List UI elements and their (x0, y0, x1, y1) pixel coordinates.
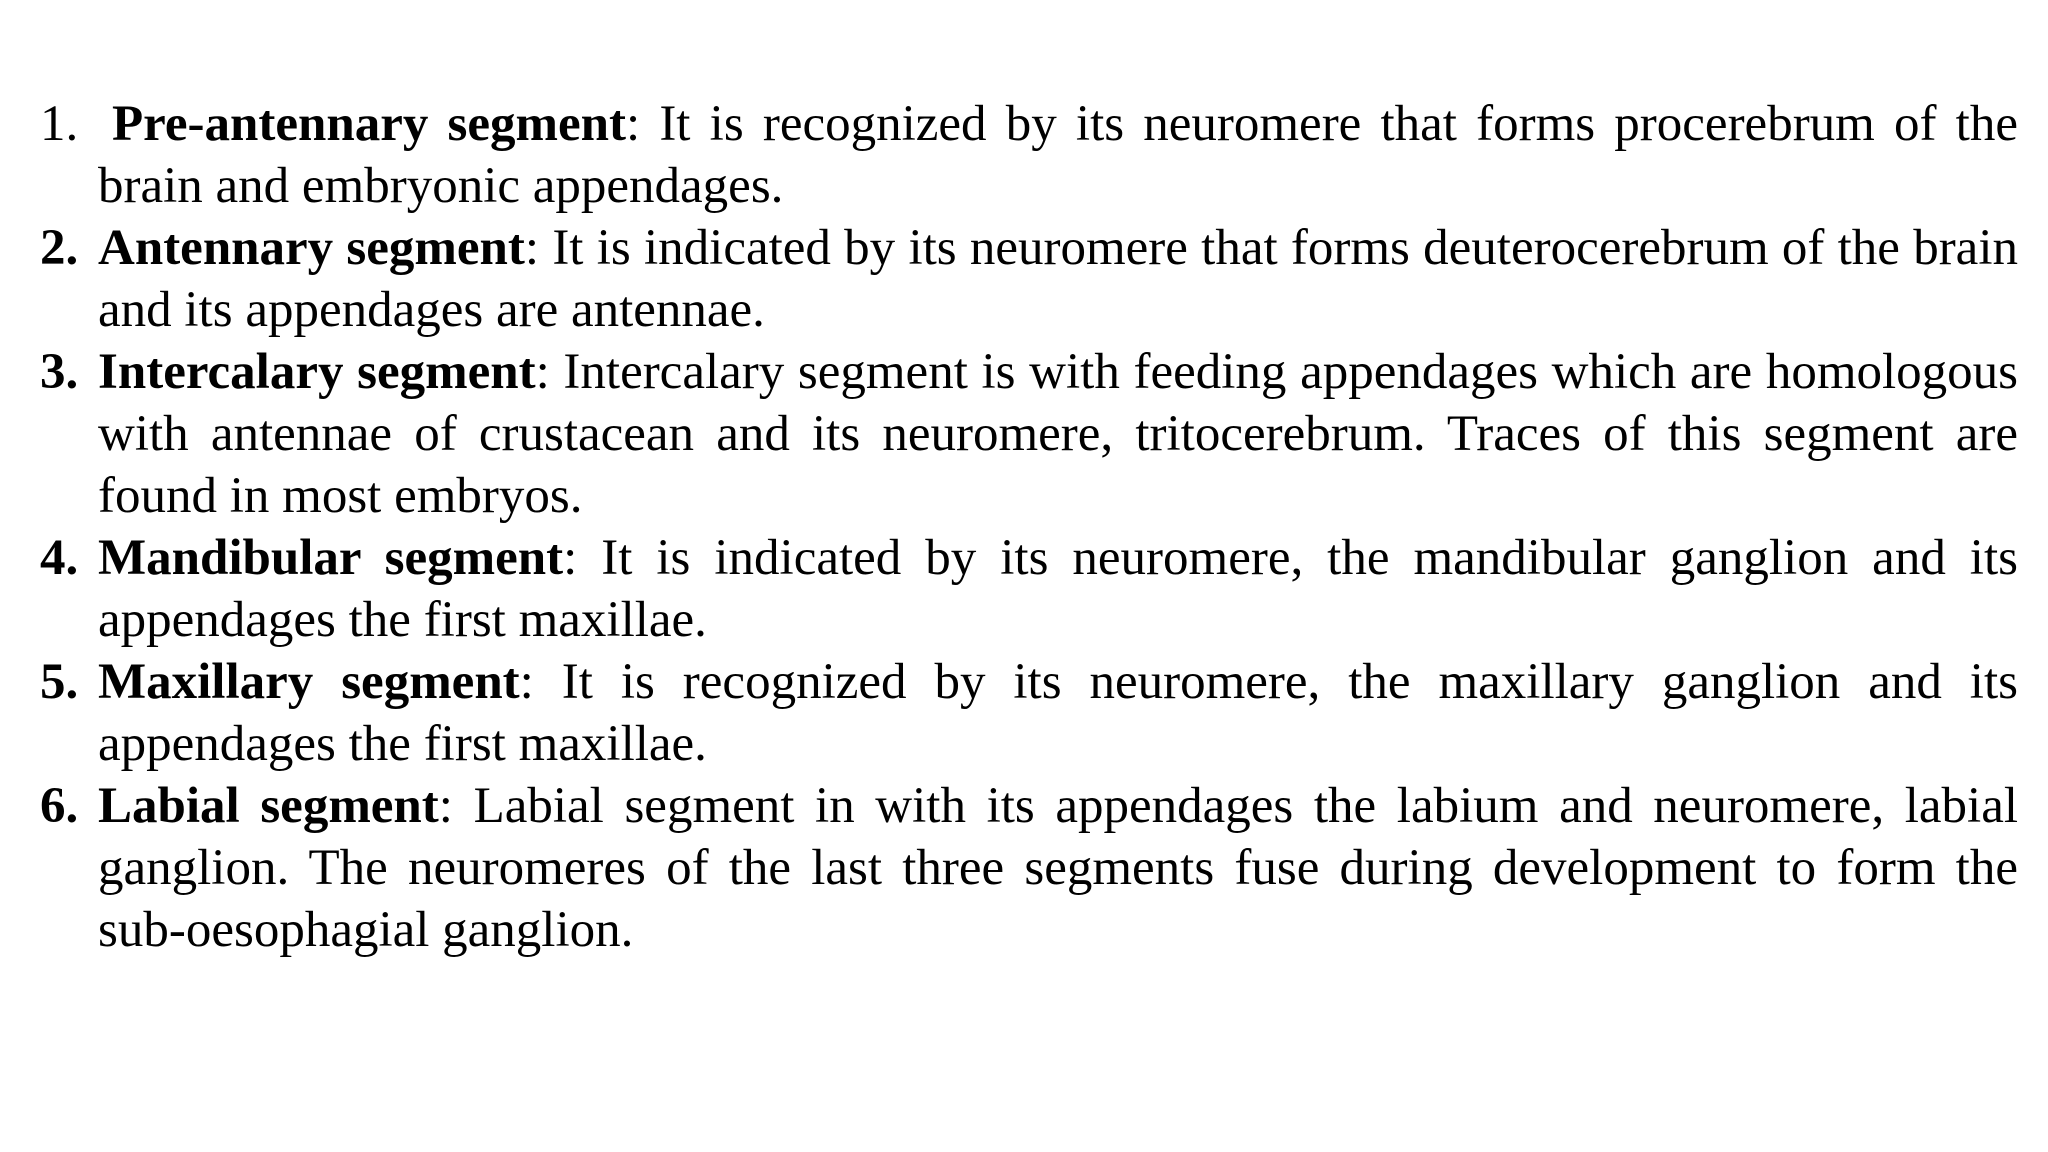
list-item (40, 341, 2018, 527)
item-description: : It is recognized by its neuromere, the maxillary ganglion and its appendages the first maxillae. (98, 654, 2018, 772)
list-item (40, 217, 2018, 341)
item-term: Antennary segment (98, 220, 525, 276)
list-item (40, 93, 2018, 217)
item-number: 1. (40, 96, 79, 152)
item-term: Pre-antennary segment (112, 96, 626, 152)
item-description: : Intercalary segment is with feeding appendages which are homologous with antennae of crustacean and its neuromere, tritocerebrum. Traces of this segment are found in most embryos. (98, 344, 2019, 524)
item-term: Mandibular segment (98, 530, 564, 586)
item-number: 4. (40, 530, 79, 586)
item-description: : It is indicated by its neuromere, the mandibular ganglion and its appendages the first maxillae. (98, 530, 2018, 648)
item-number: 2. (40, 220, 79, 276)
item-term: Maxillary segment (98, 654, 520, 710)
list-item (40, 527, 2018, 651)
item-description: : It is indicated by its neuromere that forms deuterocerebrum of the brain and its appendages are antennae. (98, 220, 2018, 338)
item-number: 3. (40, 344, 79, 400)
segment-list (40, 93, 2018, 961)
item-description: : Labial segment in with its appendages the labium and neuromere, labial ganglion. The neuromeres of the last three segments fuse during development to form the sub-oesophagial ganglion. (98, 778, 2018, 958)
item-number: 6. (40, 778, 79, 834)
list-item (40, 651, 2018, 775)
item-description: : It is recognized by its neuromere that forms procerebrum of the brain and embryonic appendages. (98, 96, 2018, 214)
item-term: Intercalary segment (98, 344, 536, 400)
item-term: Labial segment (98, 778, 439, 834)
list-item (40, 775, 2018, 961)
item-number: 5. (40, 654, 79, 710)
